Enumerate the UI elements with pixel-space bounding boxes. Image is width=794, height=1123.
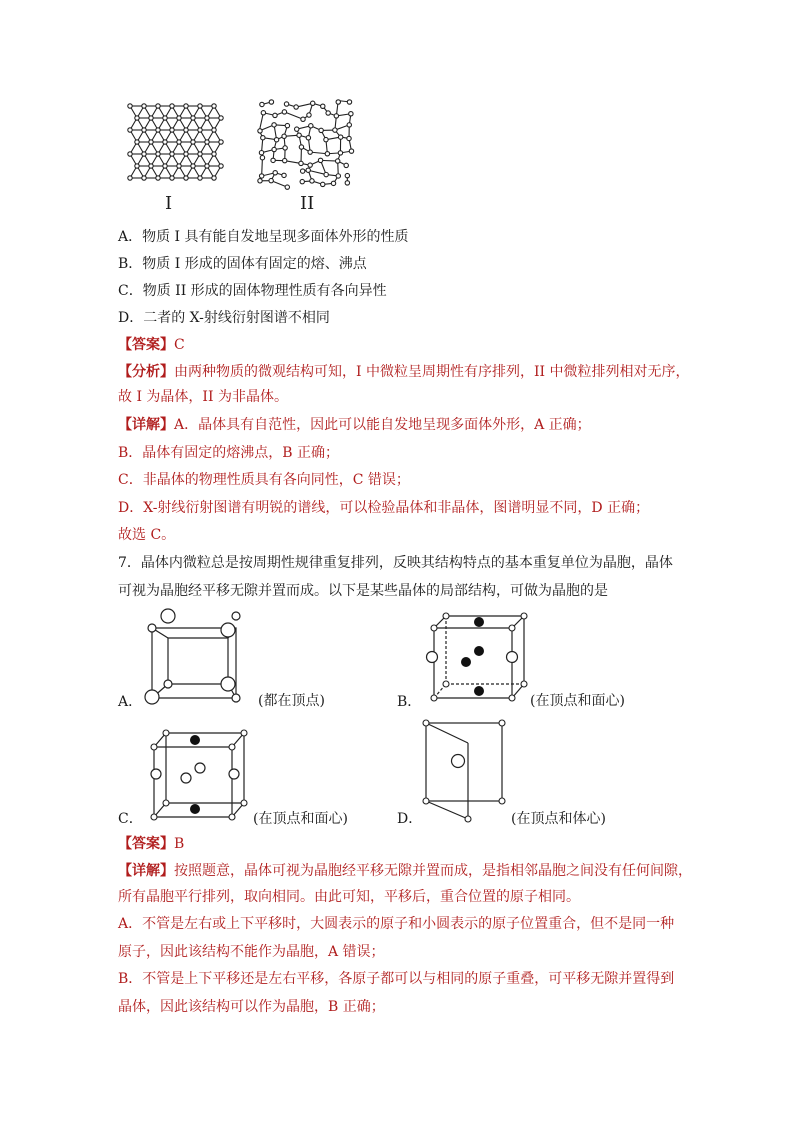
atom-node — [184, 128, 188, 132]
q6-detail-line3: C．非晶体的物理性质具有各向同性，C 错误； — [118, 472, 410, 488]
atom-node — [156, 104, 160, 108]
q7-option-a-letter: A． — [118, 694, 143, 710]
atom-node — [310, 179, 314, 183]
atom-node — [299, 161, 303, 165]
atom-node — [170, 104, 174, 108]
atom-node — [128, 152, 132, 156]
atom-node — [283, 146, 287, 150]
atom-node — [212, 176, 216, 180]
unit-cell-b — [420, 610, 525, 705]
atom-node — [272, 123, 276, 127]
atom-node — [198, 152, 202, 156]
atom-node — [273, 113, 277, 117]
q6-detail-line1 — [118, 415, 591, 435]
atom-node — [128, 104, 132, 108]
atom-node — [318, 158, 322, 162]
atom-node — [345, 181, 349, 185]
analysis-text: 由两种物质的微观结构可知，I 中微粒呈周期性有序排列，II 中微粒排列相对无序， — [174, 364, 690, 380]
atom-node — [142, 128, 146, 132]
atom-node — [135, 116, 139, 120]
atom-node — [300, 169, 304, 173]
q6-option-d: D．二者的 X-射线衍射图谱不相同 — [118, 310, 330, 326]
atom-node — [299, 145, 303, 149]
bond-line — [284, 112, 303, 119]
atom-node — [163, 164, 167, 168]
atom-node — [163, 116, 167, 120]
atom-node — [335, 159, 339, 163]
atom-node — [205, 116, 209, 120]
atom-node — [258, 179, 262, 183]
atom-node — [349, 149, 353, 153]
atom-node — [347, 136, 351, 140]
q7-detail-line5: B．不管是上下平移还是左右平移，各原子都可以与相同的原子重叠，可平移无隙并置得到 — [118, 971, 675, 987]
atom-node — [149, 140, 153, 144]
q7-detail-line1 — [118, 861, 692, 881]
answer-tag: 【答案】 — [118, 836, 174, 852]
atom-node — [334, 114, 338, 118]
atom-node — [349, 112, 353, 116]
q6-detail-line5: 故选 C。 — [118, 527, 176, 543]
atom-node — [282, 134, 286, 138]
atom-node — [205, 164, 209, 168]
atom-node — [325, 152, 329, 156]
q7-option-d-letter: D． — [397, 811, 423, 827]
atom-node — [326, 111, 330, 115]
q7-detail-line4: 原子，因此该结构不能作为晶胞，A 错误； — [118, 944, 385, 960]
answer-value: B — [174, 836, 185, 852]
detail-tag: 【详解】 — [118, 863, 174, 879]
atom-node — [149, 116, 153, 120]
q7-option-b-caption: (在顶点和面心) — [530, 693, 625, 709]
atom-node — [198, 128, 202, 132]
atom-node — [308, 150, 312, 154]
q7-detail-line6: 晶体，因此该结构可以作为晶胞，B 正确； — [118, 999, 385, 1015]
atom-node — [205, 140, 209, 144]
detail-text: A．晶体具有自范性，因此可以能自发地呈现多面体外形，A 正确； — [174, 417, 591, 433]
unit-cell-a — [140, 610, 250, 705]
q7-option-d-caption: (在顶点和体心) — [511, 811, 606, 827]
atom-node — [333, 128, 337, 132]
atom-node — [170, 152, 174, 156]
figure-1-label: I — [165, 193, 173, 214]
atom-node — [177, 164, 181, 168]
atom-node — [300, 179, 304, 183]
atom-node — [156, 176, 160, 180]
q6-answer — [118, 335, 185, 355]
atom-node — [321, 104, 325, 108]
atom-node — [274, 138, 278, 142]
q7-detail-line2: 所有晶胞平行排列，取向相同。由此可知，平移后，重合位置的原子相同。 — [118, 889, 580, 905]
atom-node — [272, 147, 276, 151]
analysis-tag: 【分析】 — [118, 364, 174, 380]
q6-analysis-line2: 故 I 为晶体，II 为非晶体。 — [118, 389, 288, 405]
atom-node — [219, 140, 223, 144]
unit-cell-c — [140, 727, 250, 822]
atom-node — [170, 176, 174, 180]
atom-node — [283, 158, 287, 162]
detail-text: 按照题意，晶体可视为晶胞经平移无隙并置而成，是指相邻晶胞之间没有任何间隙， — [174, 863, 692, 879]
q7-stem-line1: 7．晶体内微粒总是按周期性规律重复排列，反映其结构特点的基本重复单位为晶胞，晶体 — [118, 555, 673, 571]
atom-node — [128, 176, 132, 180]
atom-node — [271, 158, 275, 162]
atom-node — [319, 128, 323, 132]
atom-node — [212, 104, 216, 108]
atom-node — [269, 178, 273, 182]
atom-node — [177, 116, 181, 120]
crystal-structure-figure-1 — [124, 100, 226, 192]
q6-detail-line4: D．X-射线衍射图谱有明锐的谱线，可以检验晶体和非晶体，图谱明显不同，D 正确； — [118, 500, 650, 516]
atom-node — [311, 101, 315, 105]
q6-option-c: C．物质 II 形成的固体物理性质有各向异性 — [118, 283, 387, 299]
atom-node — [184, 104, 188, 108]
atom-node — [297, 133, 301, 137]
atom-node — [338, 135, 342, 139]
atom-node — [258, 129, 262, 133]
atom-node — [261, 111, 265, 115]
atom-node — [212, 128, 216, 132]
q7-option-c-letter: C． — [118, 811, 143, 827]
answer-value: C — [174, 337, 185, 353]
atom-node — [261, 136, 265, 140]
atom-node — [285, 185, 289, 189]
atom-node — [156, 152, 160, 156]
atom-node — [259, 151, 263, 155]
detail-tag: 【详解】 — [118, 417, 174, 433]
q6-option-a: A．物质 I 具有能自发地呈现多面体外形的性质 — [118, 229, 409, 245]
atom-node — [295, 127, 299, 131]
q6-option-b: B．物质 I 形成的固体有固定的熔、沸点 — [118, 256, 367, 272]
atom-node — [273, 171, 277, 175]
atom-node — [177, 140, 181, 144]
atom-node — [184, 176, 188, 180]
atom-node — [345, 173, 349, 177]
atom-node — [324, 137, 328, 141]
atom-node — [336, 174, 340, 178]
q7-answer — [118, 834, 184, 854]
atom-node — [338, 151, 342, 155]
atom-node — [294, 105, 298, 109]
atom-node — [198, 176, 202, 180]
atom-node — [306, 136, 310, 140]
atom-node — [142, 104, 146, 108]
atom-node — [191, 116, 195, 120]
atom-node — [198, 104, 202, 108]
atom-node — [170, 128, 174, 132]
atom-node — [135, 140, 139, 144]
atom-node — [324, 172, 328, 176]
figure-2-label: II — [300, 193, 315, 214]
atom-node — [321, 182, 325, 186]
atom-node — [163, 140, 167, 144]
atom-node — [156, 128, 160, 132]
atom-node — [282, 110, 286, 114]
atom-node — [142, 152, 146, 156]
atom-node — [219, 116, 223, 120]
q7-detail-line3: A．不管是左右或上下平移时，大圆表示的原子和小圆表示的原子位置重合，但不是同一种 — [118, 916, 675, 932]
atom-node — [309, 124, 313, 128]
amorphous-structure-figure-2 — [258, 100, 358, 192]
unit-cell-d — [420, 715, 510, 825]
atom-node — [307, 113, 311, 117]
atom-node — [259, 174, 263, 178]
atom-node — [347, 123, 351, 127]
atom-node — [282, 173, 286, 177]
atom-node — [301, 117, 305, 121]
atom-node — [336, 100, 340, 104]
q7-option-b-letter: B． — [397, 694, 422, 710]
atom-node — [347, 100, 351, 104]
answer-tag: 【答案】 — [118, 337, 174, 353]
atom-node — [260, 102, 264, 106]
atom-node — [331, 181, 335, 185]
atom-node — [212, 152, 216, 156]
q7-option-a-caption: (都在顶点) — [258, 693, 325, 709]
atom-node — [344, 163, 348, 167]
atom-node — [219, 164, 223, 168]
atom-node — [149, 164, 153, 168]
q7-option-c-caption: (在顶点和面心) — [253, 811, 348, 827]
atom-node — [308, 163, 312, 167]
atom-node — [269, 100, 273, 104]
atom-node — [142, 176, 146, 180]
atom-node — [128, 128, 132, 132]
atom-node — [260, 155, 264, 159]
atom-node — [135, 164, 139, 168]
atom-node — [284, 102, 288, 106]
atom-node — [306, 168, 310, 172]
atom-node — [184, 152, 188, 156]
atom-node — [191, 140, 195, 144]
q6-detail-line2: B．晶体有固定的熔沸点，B 正确； — [118, 445, 340, 461]
bond-line — [308, 170, 326, 174]
q6-analysis-line1 — [118, 362, 690, 382]
q7-stem-line2: 可视为晶胞经平移无隙并置而成。以下是某些晶体的局部结构，可做为晶胞的是 — [118, 583, 608, 599]
atom-node — [191, 164, 195, 168]
atom-node — [285, 123, 289, 127]
